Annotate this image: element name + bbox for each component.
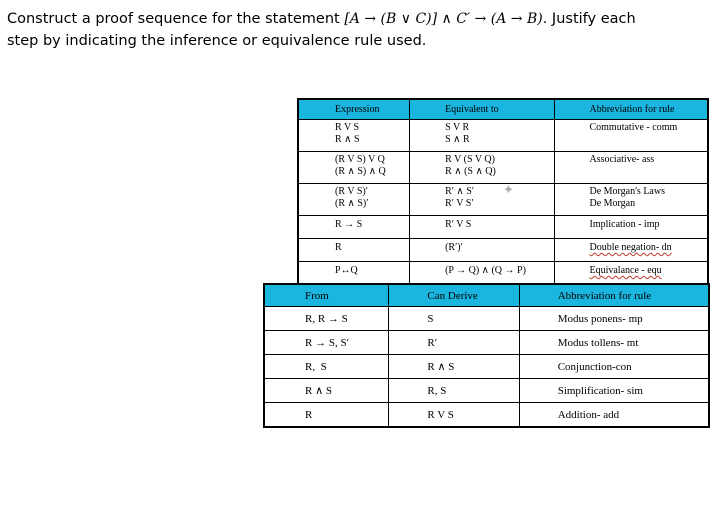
rule-cell: Modus ponens- mp: [519, 307, 709, 331]
from-cell: R, S: [264, 355, 389, 379]
cell-line: R ∧ S: [335, 134, 360, 145]
cell-line: Associative- ass: [589, 154, 655, 165]
header-abbreviation: Abbreviation for rule: [555, 99, 708, 120]
from-cell: R: [264, 403, 389, 428]
cell-line: De Morgan's Laws: [589, 186, 665, 197]
equivalent-cell: (P → Q) ∧ (Q → P): [410, 262, 555, 286]
rule-cell: [555, 239, 708, 262]
equivalent-cell: [410, 184, 555, 216]
cell-text: Double negation- dn: [589, 242, 672, 253]
cell-line: (R ∧ S) ∧ Q: [335, 166, 386, 177]
cell-line: (R V S)′: [335, 186, 368, 197]
derive-cell: R ∧ S: [389, 355, 519, 379]
cell-line: R′ V S′: [445, 198, 474, 209]
table-row: [264, 307, 709, 331]
cell-line: R V S: [335, 122, 360, 133]
header-equivalent-to: Equivalent to: [410, 99, 555, 120]
table-row: [264, 379, 709, 403]
from-cell: R, R → S: [264, 307, 389, 331]
cell-line: R′ ∧ S′: [445, 186, 475, 197]
derive-cell: R V S: [389, 403, 519, 428]
expression-cell: R: [298, 239, 410, 262]
derive-cell: S: [389, 307, 519, 331]
question-line1-end: . Justify each: [542, 11, 636, 27]
header-from: From: [264, 284, 389, 307]
rule-cell: Addition- add: [519, 403, 709, 428]
from-cell: R → S, S′: [264, 331, 389, 355]
expression-cell: R → S: [298, 216, 410, 239]
table-row: [298, 152, 708, 184]
from-cell: R ∧ S: [264, 379, 389, 403]
inference-header-row: [264, 284, 709, 307]
equivalent-cell: [410, 120, 555, 152]
rule-cell: [555, 120, 708, 152]
table-row: [264, 403, 709, 428]
table-row: [264, 355, 709, 379]
equivalence-header-row: [298, 99, 708, 120]
cell-line: (R V S) V Q: [335, 154, 385, 165]
cell-line: R V (S V Q): [445, 154, 495, 165]
table-row: [298, 262, 708, 286]
equivalent-cell: R′ V S: [410, 216, 555, 239]
cell-text: Equivalance - equ: [589, 265, 662, 276]
equivalent-cell: (R′)′: [410, 239, 555, 262]
cell-line: R ∧ (S ∧ Q): [445, 166, 496, 177]
rule-cell: [555, 262, 708, 286]
sparkle-icon: ✦: [503, 183, 514, 198]
rule-cell: Conjunction-con: [519, 355, 709, 379]
derive-cell: R′: [389, 331, 519, 355]
rule-cell: Modus tollens- mt: [519, 331, 709, 355]
cell-line: S V R: [445, 122, 470, 133]
cell-line: Commutative - comm: [589, 122, 678, 133]
question-text: [7, 8, 707, 52]
cell-line: (R ∧ S)′: [335, 198, 369, 209]
question-line2: step by indicating the inference or equivalence rule used.: [7, 33, 427, 49]
header-can-derive: Can Derive: [389, 284, 519, 307]
table-row: [264, 331, 709, 355]
rule-cell: Implication - imp: [555, 216, 708, 239]
equivalent-cell: [410, 152, 555, 184]
expression-cell: [298, 184, 410, 216]
cell-line: S ∧ R: [445, 134, 470, 145]
table-row: [298, 120, 708, 152]
rule-cell: Simplification- sim: [519, 379, 709, 403]
header-expression: Expression: [298, 99, 410, 120]
inference-rules-table: [263, 283, 710, 428]
rule-cell: [555, 184, 708, 216]
rule-cell: [555, 152, 708, 184]
table-row: [298, 239, 708, 262]
expression-cell: P↔Q: [298, 262, 410, 286]
cell-line: De Morgan: [589, 198, 636, 209]
expression-cell: [298, 120, 410, 152]
derive-cell: R, S: [389, 379, 519, 403]
question-formula: [A → (B ∨ C)] ∧ C′ → (A → B): [344, 11, 543, 27]
question-line1: Construct a proof sequence for the statement: [7, 11, 345, 27]
table-row: [298, 216, 708, 239]
expression-cell: [298, 152, 410, 184]
header-abbreviation: Abbreviation for rule: [519, 284, 709, 307]
